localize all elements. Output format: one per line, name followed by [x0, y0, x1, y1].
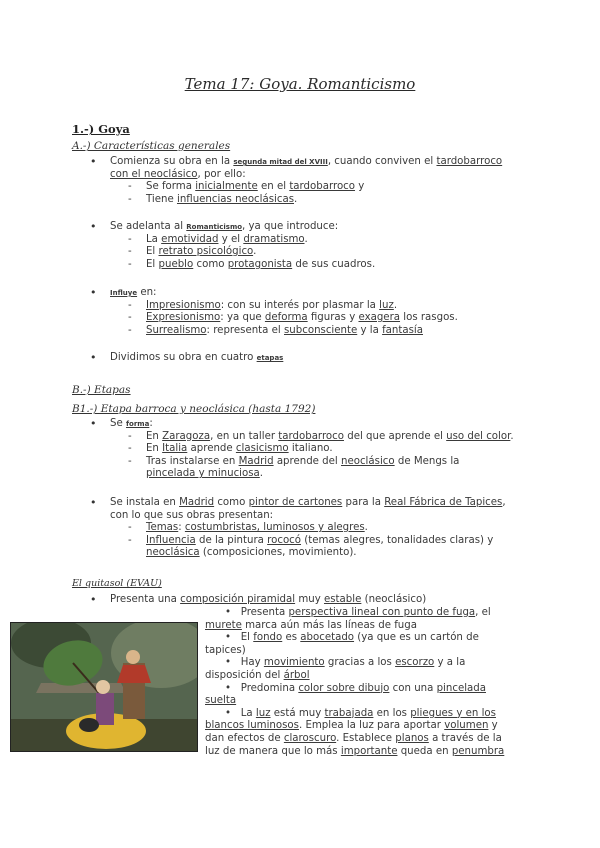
- note-perspectiva: • Presenta perspectiva lineal con punto de fuga, el murete marca aún más las líneas de fuga: [205, 607, 491, 631]
- section-heading-quitasol: El quitasol (EVAU): [72, 578, 162, 589]
- list-item: - La emotividad y el dramatismo.: [128, 234, 375, 247]
- list-item: • Comienza su obra en la segunda mitad del XVIII, cuando conviven el tardobarroco con el neoclásico, por ello:: [90, 156, 502, 181]
- list-item: - Expresionismo: ya que deforma figuras y exagera los rasgos.: [128, 312, 458, 325]
- list-item: - Influencia de la pintura rococó (temas alegres, tonalidades claras) y neoclásica (composiciones, movimiento).: [128, 535, 506, 560]
- list-influye: [90, 287, 458, 337]
- list-item: - El retrato psicológico.: [128, 246, 375, 259]
- list-item: - Se forma inicialmente en el tardobarroco y: [128, 181, 502, 194]
- list-item: - Temas: costumbristas, luminosos y alegres.: [128, 522, 506, 535]
- note-luz: • La luz está muy trabajada en los pliegues y en los blancos luminosos. Emplea la luz para aportar volumen y dan efectos de claroscuro. Establece planos a través de la luz de manera que lo más importante queda en penumbra: [205, 707, 505, 757]
- subheading-etapa-barroca: B1.-) Etapa barroca y neoclásica (hasta 1792): [72, 403, 316, 415]
- list-item: - Tras instalarse en Madrid aprende del neoclásico de Mengs la pincelada y minuciosa.: [128, 456, 514, 481]
- list-item: - En Zaragoza, en un taller tardobarroco del que aprende el uso del color.: [128, 431, 514, 444]
- section-heading-etapas: B.-) Etapas: [72, 384, 131, 396]
- list-item: • Presenta una composición piramidal muy estable (neoclásico): [90, 594, 426, 607]
- painting-notes: [205, 607, 505, 758]
- list-item: - Tiene influencias neoclásicas.: [128, 194, 502, 207]
- list-item: • Dividimos su obra en cuatro etapas: [90, 352, 283, 365]
- note-fondo: • El fondo es abocetado (ya que es un cartón de tapices): [205, 632, 479, 656]
- list-etapas: [90, 352, 283, 365]
- list-item: - En Italia aprende clasicismo italiano.: [128, 443, 514, 456]
- list-item: • Se adelanta al Romanticismo, ya que introduce:: [90, 221, 375, 234]
- list-madrid: [90, 497, 506, 560]
- list-item: - Surrealismo: representa el subconsciente y la fantasía: [128, 325, 458, 338]
- list-item: • Se forma:: [90, 418, 514, 431]
- note-color: • Predomina color sobre dibujo con una pincelada suelta: [205, 682, 486, 707]
- note-movimiento: • Hay movimiento gracias a los escorzo y a la disposición del árbol: [205, 657, 466, 681]
- list-romanticismo: [90, 221, 375, 271]
- list-forma: [90, 418, 514, 481]
- list-item: - El pueblo como protagonista de sus cuadros.: [128, 259, 375, 272]
- section-heading-goya: 1.-) Goya: [72, 122, 130, 136]
- list-item: • Se instala en Madrid como pintor de cartones para la Real Fábrica de Tapices, con lo que sus obras presentan:: [90, 497, 506, 522]
- list-caracteristicas: [90, 156, 502, 206]
- el-quitasol-painting: [10, 622, 198, 752]
- subheading-caracteristicas: A.-) Características generales: [72, 140, 231, 152]
- painting-illustration: [11, 623, 197, 751]
- list-item: • Influye en:: [90, 287, 458, 300]
- page-title: Tema 17: Goya. Romanticismo: [184, 75, 416, 93]
- list-item: - Impresionismo: con su interés por plasmar la luz.: [128, 300, 458, 313]
- list-quitasol: [90, 594, 426, 607]
